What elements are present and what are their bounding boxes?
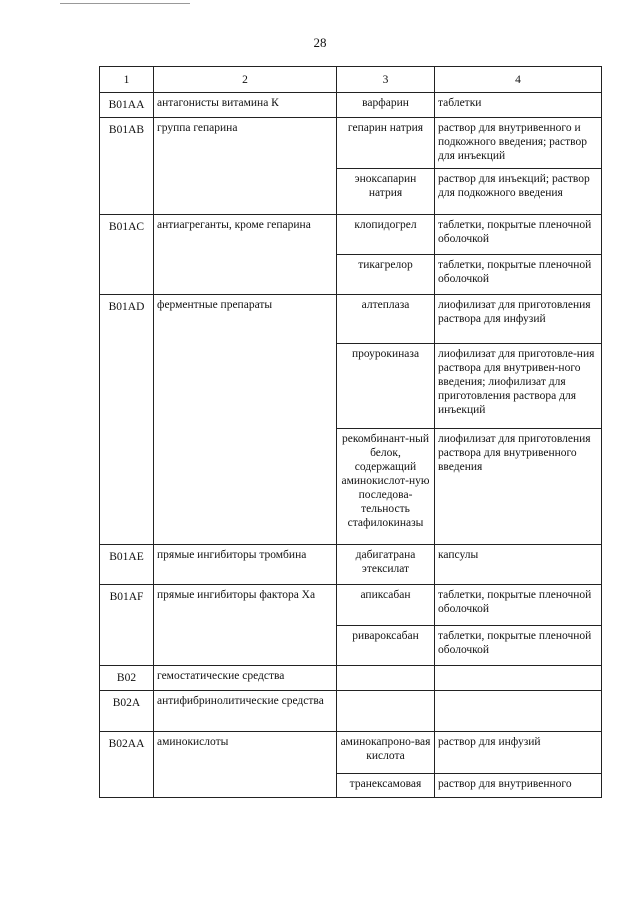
dosage-form-cell [435,691,602,732]
inn-cell: рекомбинант-ный белок, содержащий аминокислот-ную последова-тельность стафилокиназы [337,429,435,545]
dosage-form-cell: таблетки, покрытые пленочной оболочкой [435,255,602,295]
table-row [100,118,602,169]
dosage-form-cell: лиофилизат для приготовления раствора для инфузий [435,295,602,344]
group-name-cell: гемостатические средства [154,666,337,691]
inn-cell: варфарин [337,93,435,118]
inn-cell: проурокиназа [337,344,435,429]
dosage-form-cell [435,666,602,691]
group-name-cell: антагонисты витамина К [154,93,337,118]
atc-code-cell: B01AB [100,118,154,215]
dosage-form-cell: таблетки, покрытые пленочной оболочкой [435,585,602,626]
table-row [100,215,602,255]
group-name-cell: прямые ингибиторы тромбина [154,545,337,585]
table-row [100,545,602,585]
atc-code-cell: B01AA [100,93,154,118]
atc-code-cell: B01AC [100,215,154,295]
atc-code-cell: B02AA [100,732,154,798]
inn-cell: гепарин натрия [337,118,435,169]
dosage-form-cell: раствор для внутривенного и подкожного введения; раствор для инъекций [435,118,602,169]
group-name-cell: антиагреганты, кроме гепарина [154,215,337,295]
group-name-cell: аминокислоты [154,732,337,798]
dosage-form-cell: раствор для инъекций; раствор для подкожного введения [435,169,602,215]
table-row [100,585,602,626]
inn-cell [337,691,435,732]
dosage-form-cell: лиофилизат для приготовле-ния раствора для внутривен-ного введения; лиофилизат для приготовления раствора для инъекций [435,344,602,429]
drug-table [99,66,602,798]
inn-cell: апиксабан [337,585,435,626]
scan-artifact-line [60,0,190,4]
group-name-cell: ферментные препараты [154,295,337,545]
inn-cell: эноксапарин натрия [337,169,435,215]
table-row [100,666,602,691]
inn-cell: алтеплаза [337,295,435,344]
inn-cell: дабигатрана этексилат [337,545,435,585]
header-cell-inn: 3 [337,67,435,93]
atc-code-cell: B01AE [100,545,154,585]
dosage-form-cell: таблетки, покрытые пленочной оболочкой [435,626,602,666]
atc-code-cell: B02 [100,666,154,691]
dosage-form-cell: таблетки [435,93,602,118]
dosage-form-cell: раствор для инфузий [435,732,602,774]
dosage-form-cell: лиофилизат для приготовления раствора для внутривенного введения [435,429,602,545]
table-row [100,93,602,118]
inn-cell: ривароксабан [337,626,435,666]
atc-code-cell: B02A [100,691,154,732]
atc-code-cell: B01AD [100,295,154,545]
inn-cell [337,666,435,691]
dosage-form-cell: таблетки, покрытые пленочной оболочкой [435,215,602,255]
table-row [100,295,602,344]
header-cell-form: 4 [435,67,602,93]
header-cell-group: 2 [154,67,337,93]
header-cell-code: 1 [100,67,154,93]
inn-cell: транексамовая [337,774,435,798]
header-row [100,67,602,93]
atc-code-cell: B01AF [100,585,154,666]
dosage-form-cell: раствор для внутривенного [435,774,602,798]
group-name-cell: антифибринолитические средства [154,691,337,732]
group-name-cell: прямые ингибиторы фактора Xa [154,585,337,666]
inn-cell: клопидогрел [337,215,435,255]
inn-cell: аминокапроно-вая кислота [337,732,435,774]
table-row [100,732,602,774]
inn-cell: тикагрелор [337,255,435,295]
page-number: 28 [313,35,327,50]
table-row [100,691,602,732]
dosage-form-cell: капсулы [435,545,602,585]
group-name-cell: группа гепарина [154,118,337,215]
